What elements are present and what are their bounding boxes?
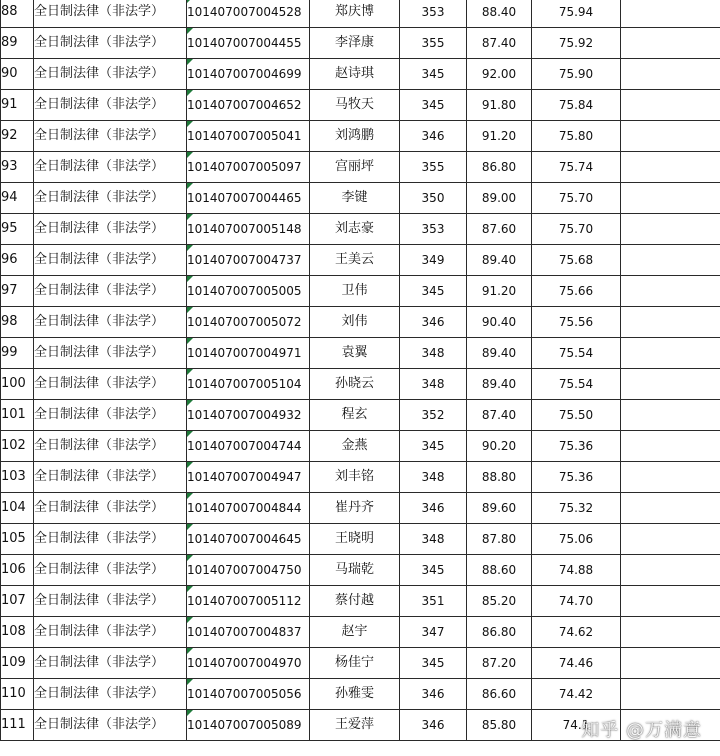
cell-retest-score[interactable]: 91.20 (467, 276, 532, 307)
cell-major[interactable]: 全日制法律（非法学） (34, 400, 187, 431)
cell-empty[interactable] (621, 90, 720, 121)
cell-name[interactable]: 郑庆博 (310, 0, 400, 28)
cell-total-score[interactable]: 75.68 (532, 245, 621, 276)
cell-total-score[interactable]: 75.56 (532, 307, 621, 338)
cell-initial-score[interactable]: 348 (400, 369, 467, 400)
cell-total-score[interactable]: 75.54 (532, 338, 621, 369)
cell-initial-score[interactable]: 346 (400, 121, 467, 152)
cell-name[interactable]: 刘丰铭 (310, 462, 400, 493)
table-row (1, 586, 720, 617)
table-row (1, 214, 720, 245)
table-row (1, 617, 720, 648)
cell-major[interactable]: 全日制法律（非法学） (34, 679, 187, 710)
cell-initial-score[interactable]: 346 (400, 307, 467, 338)
table-row (1, 555, 720, 586)
cell-seq[interactable]: 106 (1, 555, 34, 586)
cell-total-score[interactable]: 74.42 (532, 679, 621, 710)
cell-empty[interactable] (621, 276, 720, 307)
cell-name[interactable]: 卫伟 (310, 276, 400, 307)
cell-initial-score[interactable]: 350 (400, 183, 467, 214)
cell-empty[interactable] (621, 679, 720, 710)
cell-candidate-id[interactable]: 101407007005148 (187, 214, 310, 245)
cell-total-score[interactable]: 75.66 (532, 276, 621, 307)
cell-retest-score[interactable]: 90.20 (467, 431, 532, 462)
table-row (1, 648, 720, 679)
cell-initial-score[interactable]: 346 (400, 493, 467, 524)
cell-seq[interactable]: 100 (1, 369, 34, 400)
cell-seq[interactable]: 98 (1, 307, 34, 338)
cell-name[interactable]: 马瑞乾 (310, 555, 400, 586)
cell-major[interactable]: 全日制法律（非法学） (34, 0, 187, 28)
cell-name[interactable]: 赵宇 (310, 617, 400, 648)
cell-total-score[interactable]: 75.36 (532, 462, 621, 493)
cell-retest-score[interactable]: 85.20 (467, 586, 532, 617)
table-row (1, 679, 720, 710)
cell-seq[interactable]: 90 (1, 59, 34, 90)
cell-total-score[interactable]: 75.36 (532, 431, 621, 462)
cell-total-score[interactable]: 75.94 (532, 0, 621, 28)
cell-empty[interactable] (621, 617, 720, 648)
cell-empty[interactable] (621, 307, 720, 338)
cell-candidate-id[interactable]: 101407007005112 (187, 586, 310, 617)
cell-major[interactable]: 全日制法律（非法学） (34, 462, 187, 493)
cell-candidate-id[interactable]: 101407007004947 (187, 462, 310, 493)
cell-name[interactable]: 袁翼 (310, 338, 400, 369)
cell-major[interactable]: 全日制法律（非法学） (34, 245, 187, 276)
cell-candidate-id[interactable]: 101407007005097 (187, 152, 310, 183)
cell-empty[interactable] (621, 648, 720, 679)
cell-candidate-id[interactable]: 101407007005072 (187, 307, 310, 338)
cell-major[interactable]: 全日制法律（非法学） (34, 183, 187, 214)
table-row (1, 431, 720, 462)
table-row (1, 245, 720, 276)
cell-retest-score[interactable]: 89.40 (467, 245, 532, 276)
cell-total-score[interactable]: 75.84 (532, 90, 621, 121)
table-row (1, 59, 720, 90)
cell-seq[interactable]: 99 (1, 338, 34, 369)
cell-name[interactable]: 王美云 (310, 245, 400, 276)
cell-major[interactable]: 全日制法律（非法学） (34, 369, 187, 400)
cell-initial-score[interactable]: 351 (400, 586, 467, 617)
watermark-text: 知乎 @万满意 (581, 720, 702, 741)
cell-initial-score[interactable]: 347 (400, 617, 467, 648)
cell-seq[interactable]: 95 (1, 214, 34, 245)
cell-initial-score[interactable]: 353 (400, 214, 467, 245)
cell-empty[interactable] (621, 493, 720, 524)
cell-major[interactable]: 全日制法律（非法学） (34, 90, 187, 121)
cell-candidate-id[interactable]: 101407007004737 (187, 245, 310, 276)
cell-retest-score[interactable]: 87.20 (467, 648, 532, 679)
table-row (1, 369, 720, 400)
cell-candidate-id[interactable]: 101407007005005 (187, 276, 310, 307)
cell-major[interactable]: 全日制法律（非法学） (34, 276, 187, 307)
cell-total-score[interactable]: 75.92 (532, 28, 621, 59)
cell-retest-score[interactable]: 88.80 (467, 462, 532, 493)
cell-retest-score[interactable]: 86.60 (467, 679, 532, 710)
cell-initial-score[interactable]: 345 (400, 59, 467, 90)
cell-retest-score[interactable]: 89.00 (467, 183, 532, 214)
cell-seq[interactable]: 109 (1, 648, 34, 679)
cell-seq[interactable]: 108 (1, 617, 34, 648)
cell-seq[interactable]: 97 (1, 276, 34, 307)
cell-total-score[interactable]: 74.62 (532, 617, 621, 648)
table-row (1, 400, 720, 431)
cell-total-score[interactable]: 74.70 (532, 586, 621, 617)
cell-major[interactable]: 全日制法律（非法学） (34, 710, 187, 741)
cell-major[interactable]: 全日制法律（非法学） (34, 524, 187, 555)
cell-empty[interactable] (621, 524, 720, 555)
cell-seq[interactable]: 92 (1, 121, 34, 152)
cell-name[interactable]: 孙雅雯 (310, 679, 400, 710)
table-row (1, 121, 720, 152)
table-row (1, 338, 720, 369)
cell-total-score[interactable]: 75.54 (532, 369, 621, 400)
cell-candidate-id[interactable]: 101407007004699 (187, 59, 310, 90)
cell-initial-score[interactable]: 345 (400, 648, 467, 679)
cell-total-score[interactable]: 75.74 (532, 152, 621, 183)
cell-empty[interactable] (621, 555, 720, 586)
cell-name[interactable]: 程玄 (310, 400, 400, 431)
cell-initial-score[interactable]: 348 (400, 462, 467, 493)
cell-retest-score[interactable]: 88.60 (467, 555, 532, 586)
cell-name[interactable]: 金燕 (310, 431, 400, 462)
cell-candidate-id[interactable]: 101407007005104 (187, 369, 310, 400)
table-row (1, 462, 720, 493)
cell-total-score[interactable]: 75.90 (532, 59, 621, 90)
cell-seq[interactable]: 111 (1, 710, 34, 741)
cell-name[interactable]: 刘伟 (310, 307, 400, 338)
cell-retest-score[interactable]: 86.80 (467, 152, 532, 183)
cell-seq[interactable]: 89 (1, 28, 34, 59)
cell-retest-score[interactable]: 89.40 (467, 369, 532, 400)
cell-total-score[interactable]: 75.50 (532, 400, 621, 431)
cell-empty[interactable] (621, 28, 720, 59)
cell-major[interactable]: 全日制法律（非法学） (34, 152, 187, 183)
cell-seq[interactable]: 110 (1, 679, 34, 710)
cell-seq[interactable]: 96 (1, 245, 34, 276)
table-row (1, 276, 720, 307)
cell-retest-score[interactable]: 85.80 (467, 710, 532, 741)
cell-empty[interactable] (621, 214, 720, 245)
cell-empty[interactable] (621, 338, 720, 369)
cell-candidate-id[interactable]: 101407007004844 (187, 493, 310, 524)
cell-name[interactable]: 李泽康 (310, 28, 400, 59)
cell-initial-score[interactable]: 355 (400, 28, 467, 59)
cell-seq[interactable]: 93 (1, 152, 34, 183)
cell-major[interactable]: 全日制法律（非法学） (34, 648, 187, 679)
cell-candidate-id[interactable]: 101407007004744 (187, 431, 310, 462)
cell-total-score[interactable]: 74.1 (532, 710, 621, 741)
cell-candidate-id[interactable]: 101407007004932 (187, 400, 310, 431)
cell-retest-score[interactable]: 87.80 (467, 524, 532, 555)
cell-total-score[interactable]: 75.70 (532, 183, 621, 214)
cell-name[interactable]: 孙晓云 (310, 369, 400, 400)
cell-initial-score[interactable]: 345 (400, 555, 467, 586)
cell-name[interactable]: 刘志豪 (310, 214, 400, 245)
cell-seq[interactable]: 103 (1, 462, 34, 493)
cell-total-score[interactable]: 74.46 (532, 648, 621, 679)
cell-retest-score[interactable]: 89.40 (467, 338, 532, 369)
cell-name[interactable]: 王晓明 (310, 524, 400, 555)
cell-name[interactable]: 杨佳宁 (310, 648, 400, 679)
cell-seq[interactable]: 94 (1, 183, 34, 214)
cell-major[interactable]: 全日制法律（非法学） (34, 617, 187, 648)
cell-major[interactable]: 全日制法律（非法学） (34, 28, 187, 59)
cell-retest-score[interactable]: 91.80 (467, 90, 532, 121)
cell-candidate-id[interactable]: 101407007004465 (187, 183, 310, 214)
cell-empty[interactable] (621, 431, 720, 462)
table-row (1, 152, 720, 183)
cell-initial-score[interactable]: 348 (400, 338, 467, 369)
cell-name[interactable]: 蔡付越 (310, 586, 400, 617)
cell-candidate-id[interactable]: 101407007004645 (187, 524, 310, 555)
cell-candidate-id[interactable]: 101407007004837 (187, 617, 310, 648)
cell-total-score[interactable]: 75.80 (532, 121, 621, 152)
cell-candidate-id[interactable]: 101407007004455 (187, 28, 310, 59)
cell-candidate-id[interactable]: 101407007005089 (187, 710, 310, 741)
cell-retest-score[interactable]: 86.80 (467, 617, 532, 648)
cell-empty[interactable] (621, 586, 720, 617)
cell-initial-score[interactable]: 352 (400, 400, 467, 431)
cell-major[interactable]: 全日制法律（非法学） (34, 493, 187, 524)
cell-major[interactable]: 全日制法律（非法学） (34, 121, 187, 152)
cell-seq[interactable]: 88 (1, 0, 34, 28)
cell-candidate-id[interactable]: 101407007005056 (187, 679, 310, 710)
cell-empty[interactable] (621, 369, 720, 400)
cell-empty[interactable] (621, 400, 720, 431)
cell-retest-score[interactable]: 91.20 (467, 121, 532, 152)
cell-retest-score[interactable]: 87.60 (467, 214, 532, 245)
cell-initial-score[interactable]: 345 (400, 431, 467, 462)
cell-major[interactable]: 全日制法律（非法学） (34, 586, 187, 617)
table-row (1, 90, 720, 121)
cell-initial-score[interactable]: 355 (400, 152, 467, 183)
cell-empty[interactable] (621, 245, 720, 276)
cell-seq[interactable]: 107 (1, 586, 34, 617)
cell-retest-score[interactable]: 92.00 (467, 59, 532, 90)
table-row (1, 0, 720, 28)
cell-major[interactable]: 全日制法律（非法学） (34, 555, 187, 586)
cell-empty[interactable] (621, 0, 720, 28)
cell-total-score[interactable]: 75.06 (532, 524, 621, 555)
cell-major[interactable]: 全日制法律（非法学） (34, 307, 187, 338)
cell-seq[interactable]: 105 (1, 524, 34, 555)
cell-name[interactable]: 马牧天 (310, 90, 400, 121)
cell-retest-score[interactable]: 88.40 (467, 0, 532, 28)
cell-name[interactable]: 李键 (310, 183, 400, 214)
cell-retest-score[interactable]: 87.40 (467, 400, 532, 431)
cell-total-score[interactable]: 75.32 (532, 493, 621, 524)
cell-initial-score[interactable]: 353 (400, 0, 467, 28)
cell-total-score[interactable]: 74.88 (532, 555, 621, 586)
cell-major[interactable]: 全日制法律（非法学） (34, 431, 187, 462)
cell-initial-score[interactable]: 349 (400, 245, 467, 276)
table-row (1, 524, 720, 555)
table-body (1, 0, 720, 741)
cell-name[interactable]: 王爱萍 (310, 710, 400, 741)
cell-seq[interactable]: 91 (1, 90, 34, 121)
table-row (1, 183, 720, 214)
cell-name[interactable]: 崔丹齐 (310, 493, 400, 524)
cell-retest-score[interactable]: 90.40 (467, 307, 532, 338)
cell-initial-score[interactable]: 345 (400, 90, 467, 121)
cell-candidate-id[interactable]: 101407007004750 (187, 555, 310, 586)
cell-major[interactable]: 全日制法律（非法学） (34, 214, 187, 245)
cell-empty[interactable] (621, 183, 720, 214)
cell-empty[interactable] (621, 121, 720, 152)
cell-candidate-id[interactable]: 101407007004971 (187, 338, 310, 369)
cell-empty[interactable] (621, 462, 720, 493)
cell-seq[interactable]: 101 (1, 400, 34, 431)
cell-seq[interactable]: 102 (1, 431, 34, 462)
cell-name[interactable]: 刘鸿鹏 (310, 121, 400, 152)
cell-name[interactable]: 宫丽坪 (310, 152, 400, 183)
cell-candidate-id[interactable]: 101407007004970 (187, 648, 310, 679)
table-row (1, 493, 720, 524)
cell-initial-score[interactable]: 345 (400, 276, 467, 307)
cell-major[interactable]: 全日制法律（非法学） (34, 59, 187, 90)
cell-candidate-id[interactable]: 101407007004528 (187, 0, 310, 28)
cell-initial-score[interactable]: 348 (400, 524, 467, 555)
cell-retest-score[interactable]: 87.40 (467, 28, 532, 59)
cell-initial-score[interactable]: 346 (400, 710, 467, 741)
table-row (1, 307, 720, 338)
table-row (1, 28, 720, 59)
cell-seq[interactable]: 104 (1, 493, 34, 524)
cell-initial-score[interactable]: 346 (400, 679, 467, 710)
cell-total-score[interactable]: 75.70 (532, 214, 621, 245)
cell-empty[interactable] (621, 59, 720, 90)
cell-name[interactable]: 赵诗琪 (310, 59, 400, 90)
cell-retest-score[interactable]: 89.60 (467, 493, 532, 524)
cell-candidate-id[interactable]: 101407007005041 (187, 121, 310, 152)
cell-empty[interactable] (621, 152, 720, 183)
cell-candidate-id[interactable]: 101407007004652 (187, 90, 310, 121)
cell-major[interactable]: 全日制法律（非法学） (34, 338, 187, 369)
